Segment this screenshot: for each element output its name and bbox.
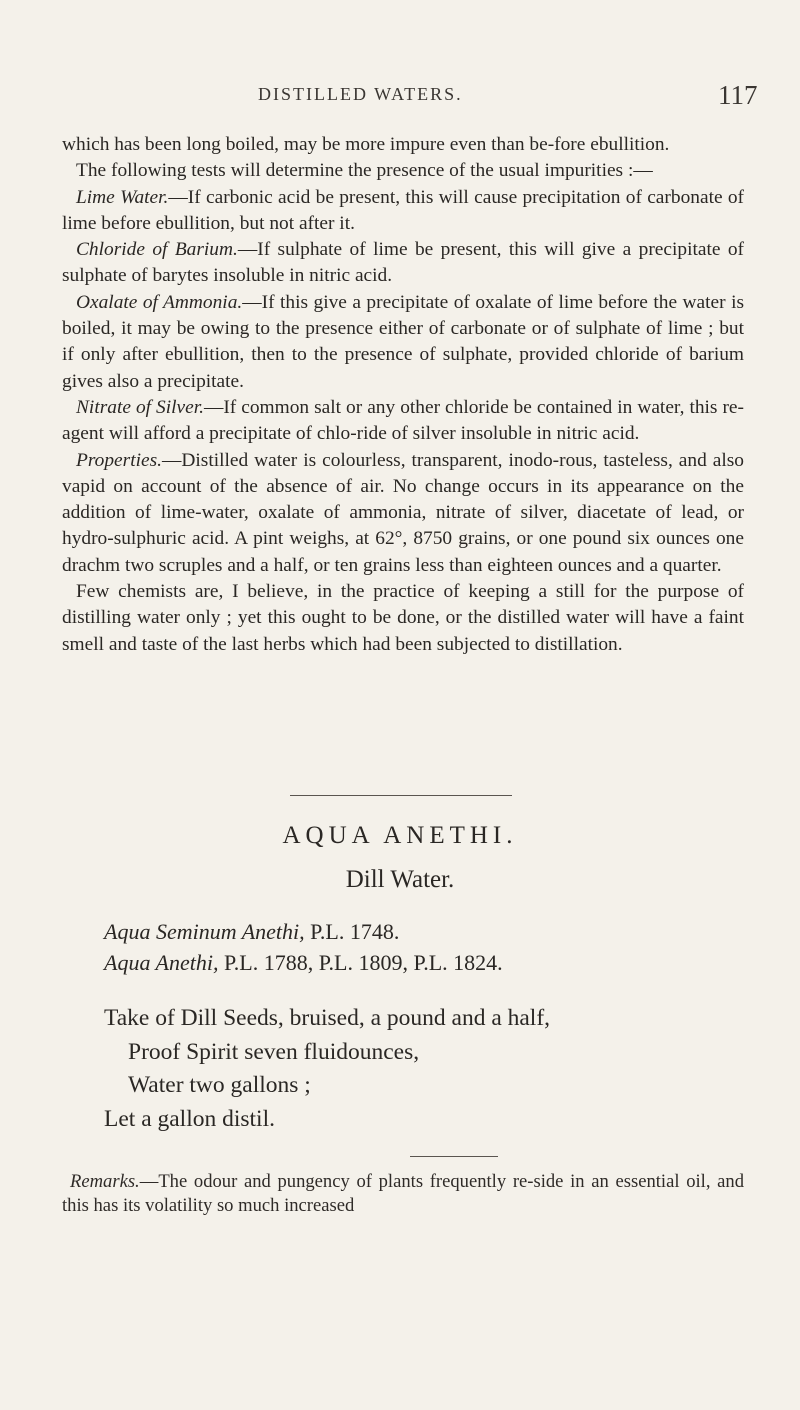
- test-text-chloride-of-barium: —If sulphate of lime be present, this will give a precipitate of sulphate of barytes insoluble in nitric acid.: [62, 239, 744, 287]
- synonym-reference: P.L. 1788, P.L. 1809, P.L. 1824.: [218, 950, 503, 975]
- recipe-line: Take of Dill Seeds, bruised, a pound and a half,: [104, 1005, 551, 1031]
- recipe-line: Proof Spirit seven fluidounces,: [128, 1038, 420, 1065]
- section-subtitle: Dill Water.: [345, 866, 455, 893]
- test-label-oxalate-of-ammonia: Oxalate of Ammonia.: [76, 291, 243, 313]
- paragraph-properties: [62, 448, 744, 579]
- synonym-reference: P.L. 1748.: [304, 919, 400, 944]
- body-text: [62, 132, 744, 658]
- paragraph-nitrate-of-silver: [62, 395, 744, 448]
- recipe: [104, 1002, 764, 1136]
- remarks-divider-rule: [410, 1156, 498, 1157]
- paragraph-lime-water: [62, 185, 744, 238]
- section-divider-rule: [290, 795, 512, 796]
- remarks: [62, 1170, 744, 1218]
- synonym-name: Aqua Anethi,: [104, 950, 219, 975]
- paragraph-few-chemists: Few chemists are, I believe, in the practice of keeping a still for the purpose of distilling water only ; yet this ought to be done, or the distilled water will have a faint smell and taste of the last herbs which had been subjected to distillation.: [62, 581, 744, 655]
- synonyms-list: [104, 916, 764, 978]
- test-text-oxalate-of-ammonia: —If this give a precipitate of oxalate of lime before the water is boiled, it may be owing to the presence either of carbonate or of sulphate of lime ; but if only after ebullition, then to the presence of sulphate, provided chloride of barium gives also a precipitate.: [62, 291, 744, 392]
- remarks-label: Remarks.: [70, 1171, 140, 1192]
- synonym-line: [104, 916, 764, 947]
- page-number: 117: [718, 80, 758, 110]
- text-properties: —Distilled water is colourless, transparent, inodo-rous, tasteless, and also vapid on account of the absence of air. No change occurs in its appearance on the addition of lime-water, oxalate of ammonia, nitrate of silver, diacetate of lead, or hydro-sulphuric acid. A pint weighs, at 62°, 8750 grains, or one pound six ounces one drachm two scruples and a half, or ten grains less than eighteen ounces and a quarter.: [62, 449, 744, 576]
- test-text-lime-water: —If carbonic acid be present, this will cause precipitation of carbonate of lime before ebullition, but not after it.: [62, 186, 745, 234]
- test-label-chloride-of-barium: Chloride of Barium.: [76, 239, 238, 261]
- synonym-name: Aqua Seminum Anethi,: [104, 919, 305, 944]
- test-label-nitrate-of-silver: Nitrate of Silver.: [76, 396, 204, 418]
- remarks-paragraph: [62, 1170, 744, 1218]
- test-text-nitrate-of-silver: —If common salt or any other chloride be contained in water, this re-agent will afford a precipitate of chlo-ride of silver insoluble in nitric acid.: [62, 396, 744, 445]
- running-head: [0, 80, 800, 114]
- paragraph-continuation: which has been long boiled, may be more impure even than be-fore ebullition.: [62, 134, 670, 155]
- test-label-lime-water: Lime Water.: [76, 186, 169, 208]
- section-title: AQUA ANETHI.: [282, 822, 518, 849]
- recipe-line: Let a gallon distil.: [104, 1105, 275, 1132]
- running-title: DISTILLED WATERS.: [258, 84, 463, 104]
- remarks-text: —The odour and pungency of plants frequently re-side in an essential oil, and this has its volatility so much increased: [62, 1171, 744, 1216]
- paragraph-tests-intro: The following tests will determine the presence of the usual impurities :—: [76, 160, 653, 182]
- paragraph-chloride-of-barium: [62, 237, 744, 290]
- recipe-line: Water two gallons ;: [128, 1072, 311, 1098]
- paragraph-oxalate-of-ammonia: [62, 290, 744, 395]
- label-properties: Properties.: [76, 449, 162, 471]
- synonym-line: [104, 947, 764, 978]
